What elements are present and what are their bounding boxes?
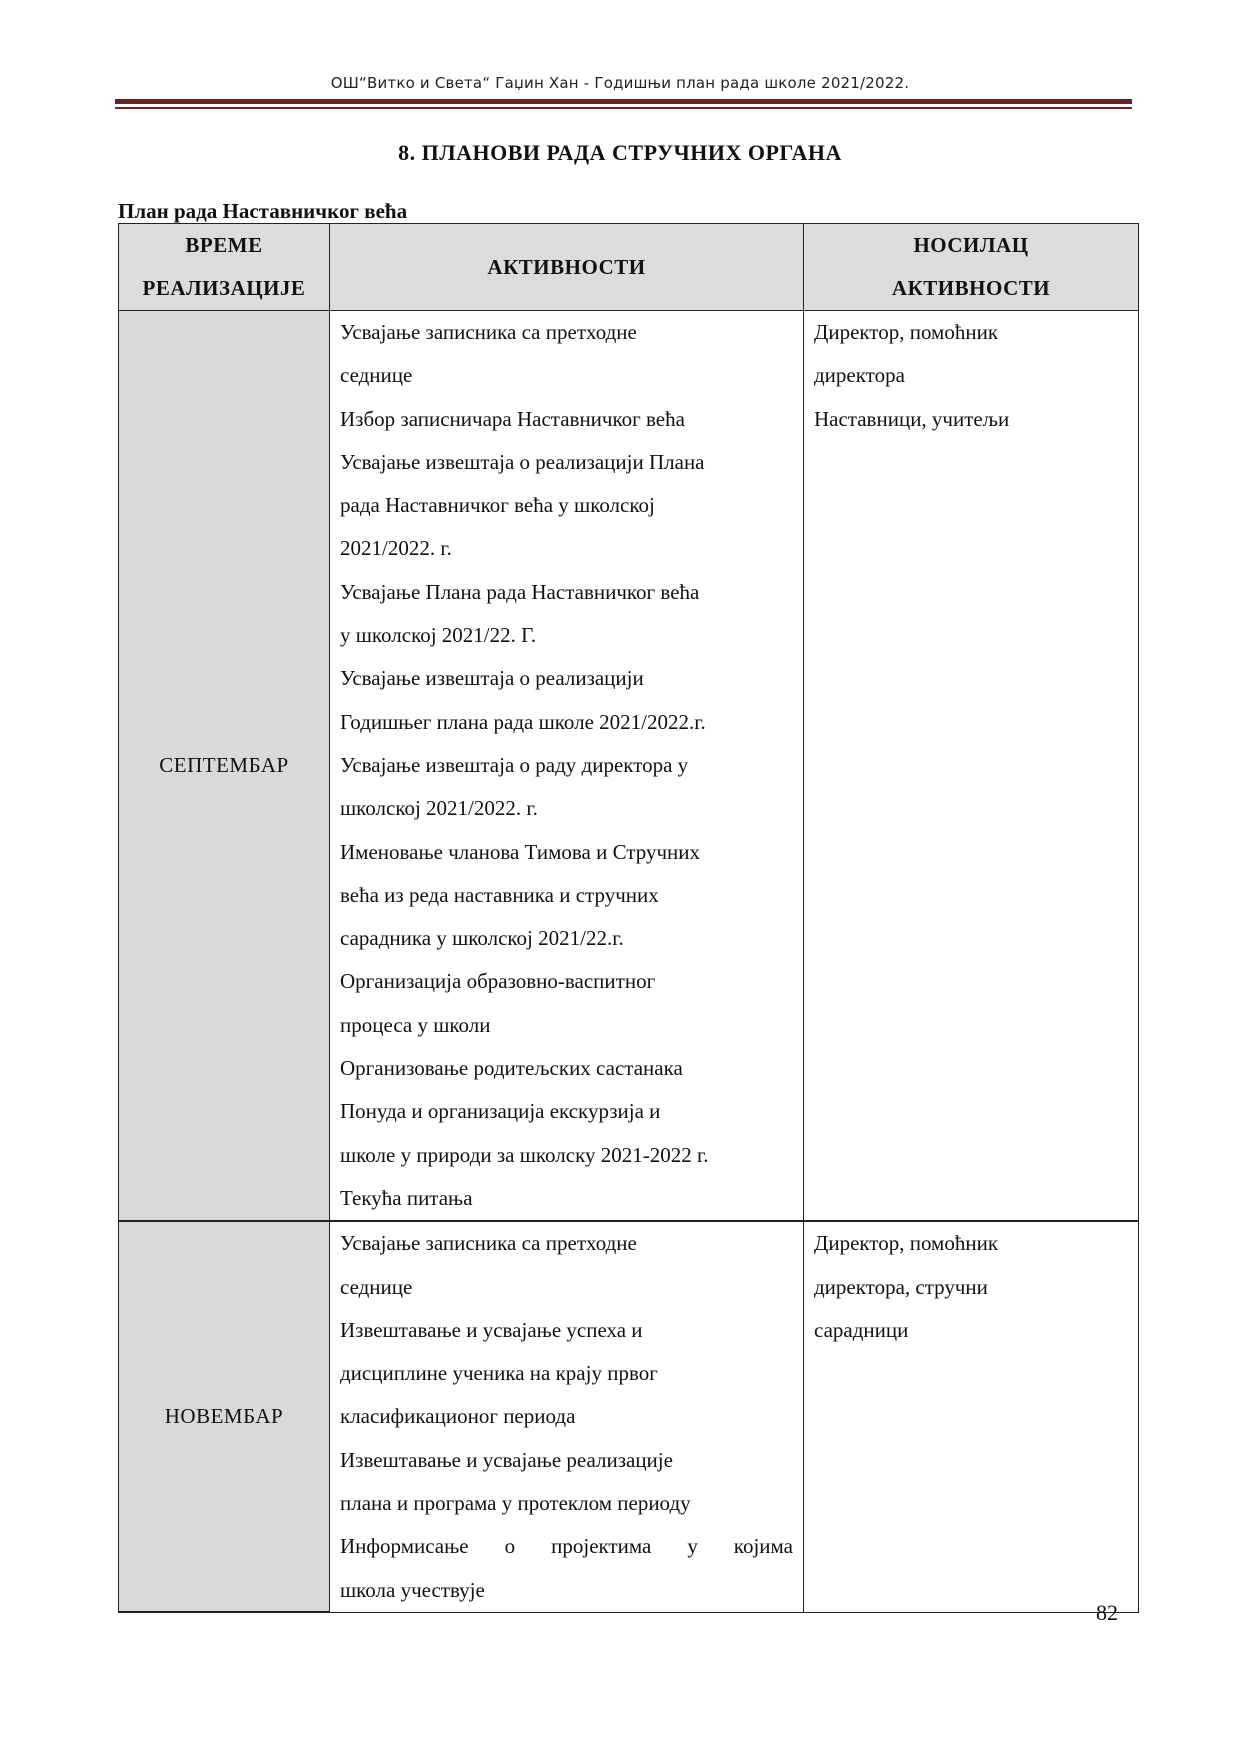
- activity-line: у школској 2021/22. Г.: [340, 623, 537, 648]
- section-title: 8. ПЛАНОВИ РАДА СТРУЧНИХ ОРГАНА: [398, 140, 842, 165]
- activity-line: Усвајање извештаја о раду директора у: [340, 752, 689, 777]
- activity-line: 2021/2022. г.: [340, 536, 452, 561]
- carrier-line: Директор, помоћник: [814, 1231, 999, 1256]
- activity-line: Усвајање извештаја о реализацији: [340, 666, 644, 691]
- carrier-line: директора: [814, 363, 905, 388]
- activity-line: Усвајање Плана рада Наставничког већа: [340, 579, 700, 604]
- activity-line: процеса у школи: [340, 1012, 491, 1037]
- running-header: ОШ“Витко и Света“ Гаџин Хан - Годишњи план рада школе 2021/2022.: [330, 74, 910, 92]
- month-cell: СЕПТЕМБАР: [119, 311, 330, 1222]
- plan-table: [118, 223, 1139, 1613]
- activity-line: Годишњег плана рада школе 2021/2022.г.: [340, 709, 706, 734]
- activity-line: плана и програма у протеклом периоду: [340, 1491, 691, 1516]
- carrier-line: сарадници: [814, 1317, 909, 1342]
- activity-line: школа учествује: [340, 1577, 485, 1602]
- header-time-line1: ВРЕМЕ: [185, 233, 263, 257]
- activity-line: седнице: [340, 1274, 413, 1299]
- table-caption: План рада Наставничког већа: [118, 199, 408, 223]
- activity-line: Извештавање и усвајање реализације: [340, 1447, 673, 1472]
- activity-line: рада Наставничког већа у школској: [340, 493, 655, 518]
- activity-line: Организовање родитељских састанака: [340, 1056, 683, 1081]
- page-number: 82: [1096, 1600, 1118, 1625]
- activity-line: Извештавање и усвајање успеха и: [340, 1317, 643, 1342]
- activity-line: Именовање чланова Тимова и Стручних: [340, 839, 700, 864]
- carrier-line: директора, стручни: [814, 1274, 988, 1299]
- carriers-list: [814, 311, 1128, 441]
- header-carrier-line1: НОСИЛАЦ: [913, 233, 1029, 257]
- activity-line: школе у природи за школску 2021-2022 г.: [340, 1142, 709, 1167]
- header-activities-label: АКТИВНОСТИ: [487, 254, 646, 279]
- header-activities: [330, 224, 804, 311]
- header-carrier-line2: АКТИВНОСТИ: [891, 276, 1051, 300]
- header-rule-thin: [115, 107, 1132, 109]
- carrier-line: Наставници, учитељи: [814, 406, 1010, 431]
- carriers-list: [814, 1222, 1128, 1352]
- activity-line: Информисање о пројектима у којима: [340, 1534, 793, 1559]
- carriers-cell: [804, 311, 1139, 1222]
- month-cell: НОВЕМБАР: [119, 1221, 330, 1612]
- activity-line: Усвајање записника са претходне: [340, 320, 637, 344]
- activities-list: [340, 1222, 793, 1612]
- activity-line: Усвајање извештаја о реализацији Плана: [340, 449, 705, 474]
- carriers-cell: [804, 1221, 1139, 1612]
- activity-line: седнице: [340, 363, 413, 388]
- carrier-line: Директор, помоћник: [814, 320, 999, 344]
- header-time-line2: РЕАЛИЗАЦИЈЕ: [142, 276, 306, 300]
- table-row: [119, 1221, 1139, 1612]
- header-time: [119, 224, 330, 311]
- table-row: [119, 311, 1139, 1222]
- activity-line: Усвајање записника са претходне: [340, 1231, 637, 1256]
- activities-cell: [330, 311, 804, 1222]
- activity-line: већа из реда наставника и стручних: [340, 882, 659, 907]
- activities-list: [340, 311, 793, 1220]
- header-carrier: [804, 224, 1139, 311]
- header-rule-thick: [115, 99, 1132, 104]
- activity-line: Организација образовно-васпитног: [340, 969, 656, 994]
- activity-line: сарадника у школској 2021/22.г.: [340, 926, 624, 951]
- activity-line: школској 2021/2022. г.: [340, 796, 538, 821]
- activity-line: дисциплине ученика на крају првог: [340, 1361, 658, 1386]
- activity-line: класификационог периода: [340, 1404, 576, 1429]
- activities-cell: [330, 1221, 804, 1612]
- activity-line: Текућа питања: [340, 1185, 473, 1210]
- activity-line: Избор записничара Наставничког већа: [340, 406, 685, 431]
- table-header-row: [119, 224, 1139, 311]
- activity-line: Понуда и организација екскурзија и: [340, 1099, 661, 1124]
